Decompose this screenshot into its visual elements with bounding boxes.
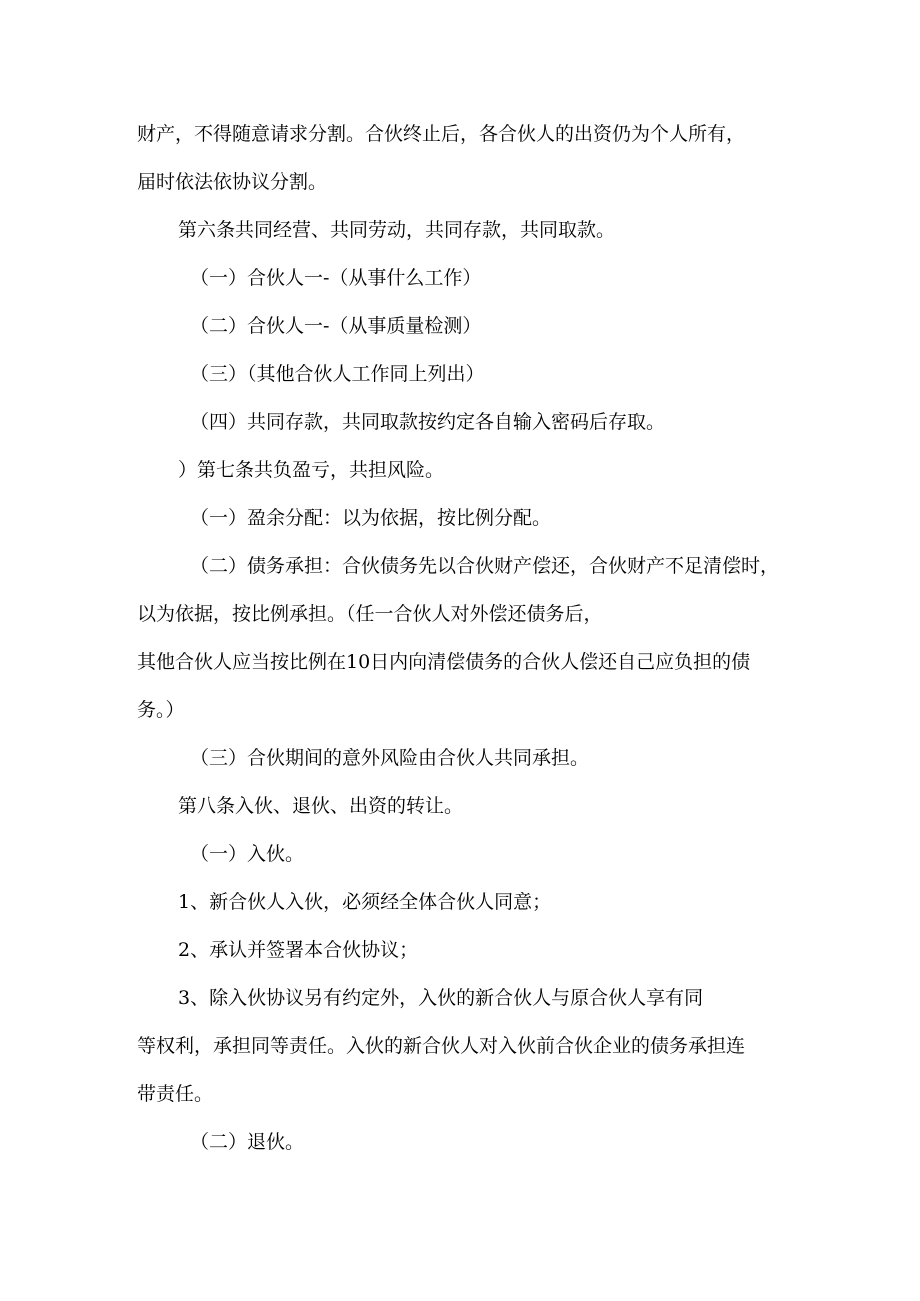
list-item: （二）债务承担：合伙债务先以合伙财产偿还，合伙财产不足清偿时， bbox=[190, 555, 780, 577]
list-item: 3、除入伙协议另有约定外，入伙的新合伙人与原合伙人享有同 bbox=[178, 987, 704, 1009]
list-item: （二）退伙。 bbox=[190, 1131, 305, 1153]
list-item: （三）合伙期间的意外风险由合伙人共同承担。 bbox=[190, 747, 590, 769]
list-item: 1、新合伙人入伙，必须经全体合伙人同意； bbox=[178, 891, 552, 913]
paragraph-line: 务。） bbox=[137, 699, 185, 721]
paragraph-line: 带责任。 bbox=[137, 1083, 214, 1105]
list-item: （四）共同存款，共同取款按约定各自输入密码后存取。 bbox=[190, 411, 666, 433]
list-item: （一）盈余分配：以为依据，按比例分配。 bbox=[190, 507, 552, 529]
paragraph-line: 以为依据，按比例承担。（任一合伙人对外偿还债务后， bbox=[137, 603, 603, 625]
paragraph-line: 其他合伙人应当按比例在10日内向清偿债务的合伙人偿还自己应负担的债 bbox=[137, 651, 751, 673]
list-item: （三）（其他合伙人工作同上列出） bbox=[190, 363, 485, 385]
paragraph-line: 届时依法依协议分割。 bbox=[137, 171, 328, 193]
list-item: （一）合伙人一-（从事什么工作） bbox=[190, 267, 482, 289]
article-heading-8: 第八条入伙、退伙、出资的转让。 bbox=[178, 795, 464, 817]
list-item: （二）合伙人一-（从事质量检测） bbox=[190, 315, 482, 337]
paragraph-line: 等权利，承担同等责任。入伙的新合伙人对入伙前合伙企业的债务承担连 bbox=[137, 1035, 746, 1057]
list-item: 2、承认并签署本合伙协议； bbox=[178, 939, 419, 961]
article-heading-6: 第六条共同经营、共同劳动，共同存款，共同取款。 bbox=[178, 219, 616, 241]
paragraph-line: 财产，不得随意请求分割。合伙终止后，各合伙人的出资仍为个人所有， bbox=[137, 123, 746, 145]
list-item: （一）入伙。 bbox=[190, 843, 305, 865]
article-heading-7: ）第七条共负盈亏，共担风险。 bbox=[178, 459, 445, 481]
